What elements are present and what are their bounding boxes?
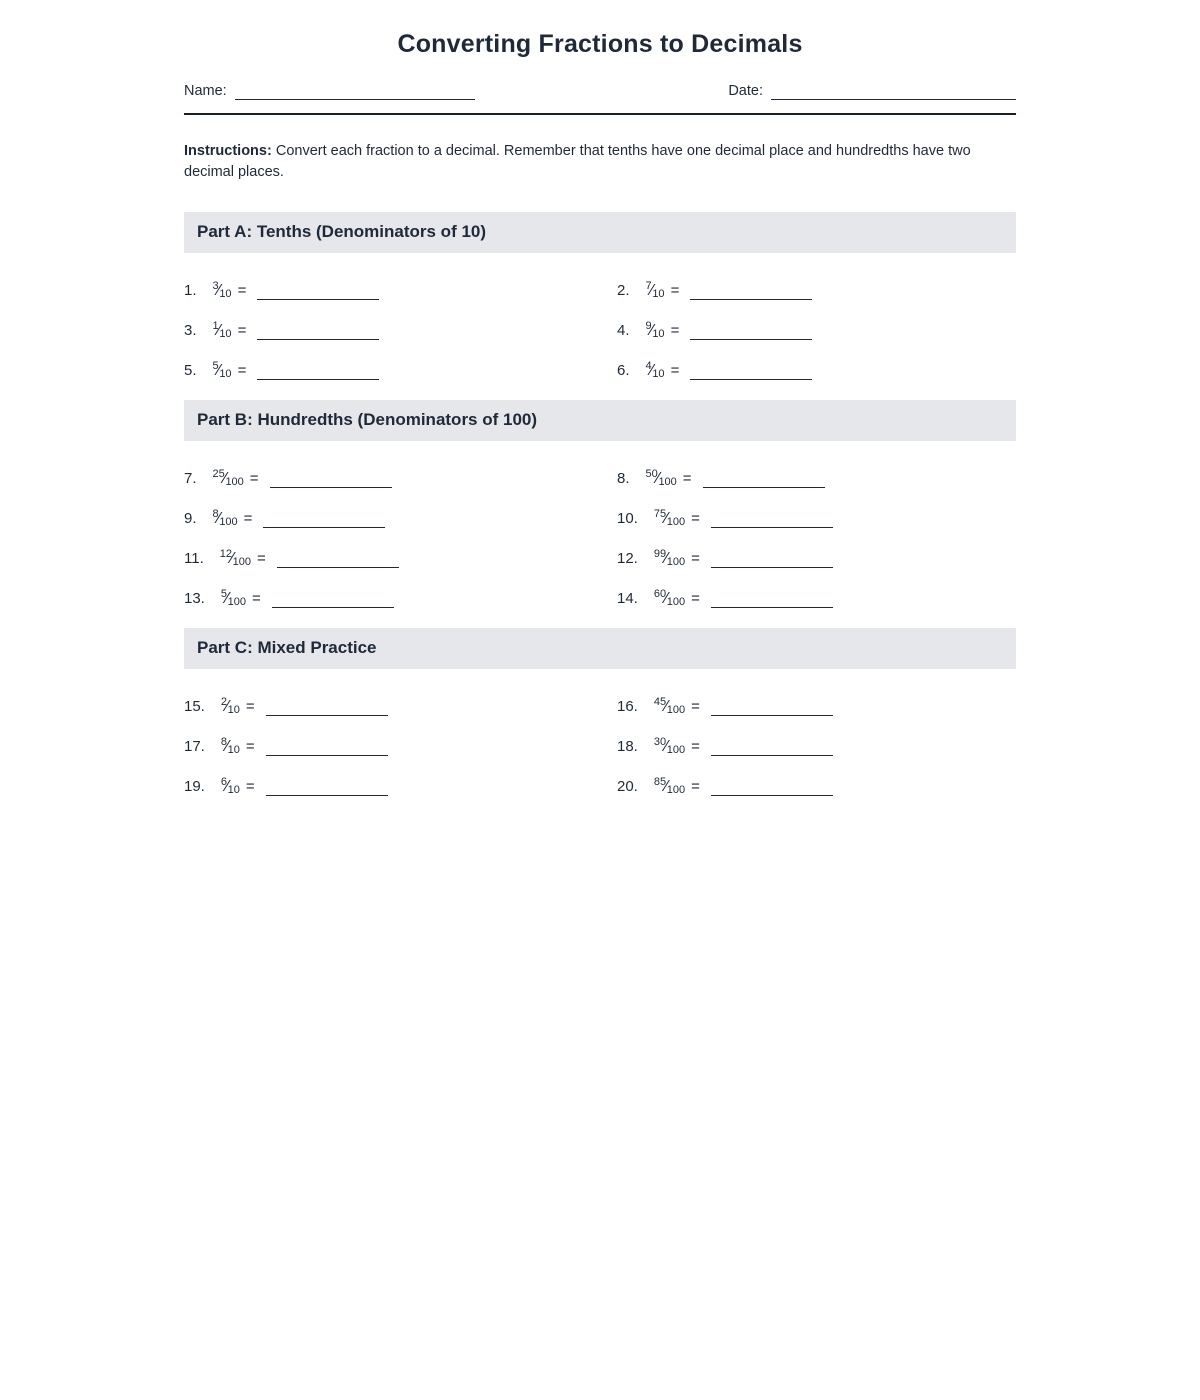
section-header (184, 628, 1016, 669)
section-title: Part A: Tenths (Denominators of 10) (197, 222, 487, 242)
fraction-denominator: 100 (666, 595, 686, 608)
fraction-slash: ⁄ (665, 509, 668, 527)
answer-blank[interactable] (257, 299, 379, 300)
problem-row (617, 534, 1016, 574)
problem-number: 15. (184, 697, 205, 715)
problem-row (617, 722, 1016, 762)
fraction-slash: ⁄ (225, 737, 229, 755)
problem-number: 3. (184, 321, 197, 339)
fraction-denominator: 10 (652, 287, 665, 300)
answer-blank[interactable] (711, 755, 833, 756)
problem-number: 7. (184, 469, 197, 487)
header-divider (184, 113, 1016, 115)
answer-blank[interactable] (703, 487, 825, 488)
fraction-numerator: 4 (645, 359, 652, 372)
sections-container (184, 212, 1016, 802)
worksheet-section (184, 212, 1016, 386)
problem-row (184, 454, 617, 494)
problem-row (617, 762, 1016, 802)
fraction (645, 279, 665, 300)
fraction-numerator: 5 (220, 587, 227, 600)
fraction (212, 279, 232, 300)
problem-row (617, 574, 1016, 614)
equals-sign: = (691, 589, 700, 607)
problem-number: 12. (617, 549, 638, 567)
instructions (184, 141, 1016, 183)
equals-sign: = (682, 469, 692, 487)
problem-row (184, 762, 617, 802)
equals-sign: = (691, 697, 700, 715)
name-label: Name: (184, 83, 227, 99)
date-group (728, 84, 1016, 100)
fraction-numerator: 7 (645, 279, 652, 292)
fraction-numerator: 85 (653, 775, 667, 788)
problem-number: 6. (617, 361, 630, 379)
problem-number: 9. (184, 509, 197, 527)
answer-blank[interactable] (711, 567, 833, 568)
equals-sign: = (670, 321, 680, 339)
fraction-slash: ⁄ (217, 509, 221, 527)
fraction-slash: ⁄ (650, 321, 654, 339)
fraction (653, 507, 686, 528)
fraction (653, 695, 686, 716)
fraction-denominator: 100 (666, 555, 686, 568)
fraction (645, 467, 677, 488)
fraction-numerator: 45 (653, 695, 667, 708)
fraction-numerator: 75 (653, 507, 667, 520)
instructions-text: Convert each fraction to a decimal. Remember that tenths have one decimal place and hundredths have two decimal places. (184, 142, 971, 180)
fraction-denominator: 10 (219, 367, 232, 380)
problem-number: 4. (617, 321, 630, 339)
problem-row (617, 454, 1016, 494)
fraction-numerator: 1 (212, 319, 219, 332)
answer-blank[interactable] (690, 299, 812, 300)
equals-sign: = (691, 509, 700, 527)
answer-blank[interactable] (263, 527, 385, 528)
problem-number: 14. (617, 589, 638, 607)
equals-sign: = (249, 469, 259, 487)
fraction-denominator: 10 (652, 327, 665, 340)
page-title: Converting Fractions to Decimals (397, 30, 803, 58)
problem-row (184, 722, 617, 762)
problem-row (617, 306, 1016, 346)
fraction-slash: ⁄ (665, 549, 668, 567)
fraction-denominator: 100 (666, 515, 686, 528)
fraction-slash: ⁄ (231, 549, 234, 567)
problem-row (184, 346, 617, 386)
fraction-numerator: 12 (219, 547, 232, 560)
answer-blank[interactable] (690, 339, 812, 340)
equals-sign: = (670, 281, 680, 299)
fraction-slash: ⁄ (225, 777, 229, 795)
problems-grid (184, 682, 1016, 802)
fraction (212, 319, 232, 340)
worksheet-section (184, 400, 1016, 614)
problems-grid (184, 454, 1016, 614)
problem-row (184, 266, 617, 306)
fraction-denominator: 10 (227, 703, 240, 716)
answer-blank[interactable] (257, 339, 379, 340)
problem-number: 8. (617, 469, 630, 487)
problem-number: 1. (184, 281, 197, 299)
fraction-slash: ⁄ (223, 469, 227, 487)
fraction (219, 547, 252, 568)
problem-row (617, 682, 1016, 722)
fraction (653, 735, 686, 756)
fraction (212, 467, 244, 488)
problems-grid (184, 266, 1016, 386)
fraction-slash: ⁄ (217, 361, 221, 379)
fraction-numerator: 9 (645, 319, 652, 332)
fraction-denominator: 100 (666, 703, 686, 716)
problem-row (184, 306, 617, 346)
equals-sign: = (243, 509, 253, 527)
worksheet-page (184, 0, 1016, 802)
fraction-denominator: 100 (227, 595, 247, 608)
equals-sign: = (245, 697, 255, 715)
equals-sign: = (245, 737, 255, 755)
equals-sign: = (237, 361, 247, 379)
problem-number: 17. (184, 737, 205, 755)
fraction-slash: ⁄ (665, 777, 668, 795)
fraction-numerator: 99 (653, 547, 667, 560)
equals-sign: = (237, 281, 247, 299)
equals-sign: = (245, 777, 255, 795)
problem-row (184, 494, 617, 534)
fraction-slash: ⁄ (217, 321, 221, 339)
fraction-denominator: 100 (658, 475, 677, 488)
fraction-numerator: 3 (212, 279, 219, 292)
equals-sign: = (670, 361, 680, 379)
equals-sign: = (252, 589, 261, 607)
fraction (653, 587, 686, 608)
date-blank-line[interactable] (771, 99, 1016, 100)
fraction (212, 359, 232, 380)
answer-blank[interactable] (711, 795, 833, 796)
fraction-denominator: 10 (219, 287, 232, 300)
fraction (645, 319, 665, 340)
fraction (220, 775, 240, 796)
instructions-label: Instructions: (184, 142, 272, 159)
problem-number: 13. (184, 589, 205, 607)
answer-blank[interactable] (277, 567, 399, 568)
equals-sign: = (257, 549, 266, 567)
fraction-slash: ⁄ (656, 469, 660, 487)
problem-number: 16. (617, 697, 638, 715)
fraction-slash: ⁄ (225, 589, 229, 607)
fraction (645, 359, 665, 380)
problem-number: 2. (617, 281, 630, 299)
fraction-numerator: 6 (220, 775, 227, 788)
answer-blank[interactable] (270, 487, 392, 488)
section-title: Part B: Hundredths (Denominators of 100) (197, 410, 538, 430)
problem-number: 10. (617, 509, 638, 527)
fraction-denominator: 100 (232, 555, 252, 568)
answer-blank[interactable] (711, 527, 833, 528)
fraction-slash: ⁄ (665, 589, 668, 607)
fraction-slash: ⁄ (665, 697, 668, 715)
answer-blank[interactable] (266, 755, 388, 756)
fraction-numerator: 60 (653, 587, 667, 600)
fraction-slash: ⁄ (225, 697, 229, 715)
equals-sign: = (237, 321, 247, 339)
problem-row (184, 574, 617, 614)
answer-blank[interactable] (690, 379, 812, 380)
fraction-numerator: 5 (212, 359, 219, 372)
name-date-row (184, 84, 1016, 100)
fraction-denominator: 100 (666, 743, 686, 756)
fraction-denominator: 100 (219, 515, 238, 528)
answer-blank[interactable] (711, 715, 833, 716)
worksheet-section (184, 628, 1016, 802)
answer-blank[interactable] (266, 795, 388, 796)
answer-blank[interactable] (272, 607, 394, 608)
fraction-denominator: 100 (666, 783, 686, 796)
fraction (220, 695, 240, 716)
fraction-slash: ⁄ (650, 281, 654, 299)
problem-number: 11. (184, 549, 204, 567)
fraction-denominator: 10 (652, 367, 665, 380)
answer-blank[interactable] (266, 715, 388, 716)
problem-number: 19. (184, 777, 205, 795)
fraction-numerator: 25 (212, 467, 225, 480)
fraction (220, 587, 247, 608)
answer-blank[interactable] (711, 607, 833, 608)
equals-sign: = (691, 737, 700, 755)
fraction-denominator: 10 (227, 743, 240, 756)
fraction-slash: ⁄ (665, 737, 668, 755)
fraction-denominator: 10 (219, 327, 232, 340)
fraction (653, 775, 686, 796)
section-header (184, 400, 1016, 441)
problem-row (184, 682, 617, 722)
fraction-numerator: 50 (645, 467, 658, 480)
fraction-numerator: 2 (220, 695, 227, 708)
fraction-slash: ⁄ (217, 281, 221, 299)
problem-number: 5. (184, 361, 197, 379)
name-blank-line[interactable] (235, 99, 475, 100)
name-group (184, 84, 475, 100)
problem-row (184, 534, 617, 574)
section-title: Part C: Mixed Practice (197, 638, 377, 658)
problem-number: 20. (617, 777, 638, 795)
equals-sign: = (691, 549, 700, 567)
problem-row (617, 494, 1016, 534)
fraction-numerator: 30 (653, 735, 667, 748)
date-label: Date: (728, 83, 763, 99)
fraction-denominator: 10 (227, 783, 240, 796)
problem-row (617, 346, 1016, 386)
fraction-denominator: 100 (225, 475, 244, 488)
fraction-numerator: 8 (220, 735, 227, 748)
fraction-numerator: 8 (212, 507, 219, 520)
fraction (212, 507, 238, 528)
fraction-slash: ⁄ (650, 361, 654, 379)
fraction (653, 547, 686, 568)
problem-number: 18. (617, 737, 638, 755)
answer-blank[interactable] (257, 379, 379, 380)
equals-sign: = (691, 777, 700, 795)
fraction (220, 735, 240, 756)
section-header (184, 212, 1016, 253)
problem-row (617, 266, 1016, 306)
